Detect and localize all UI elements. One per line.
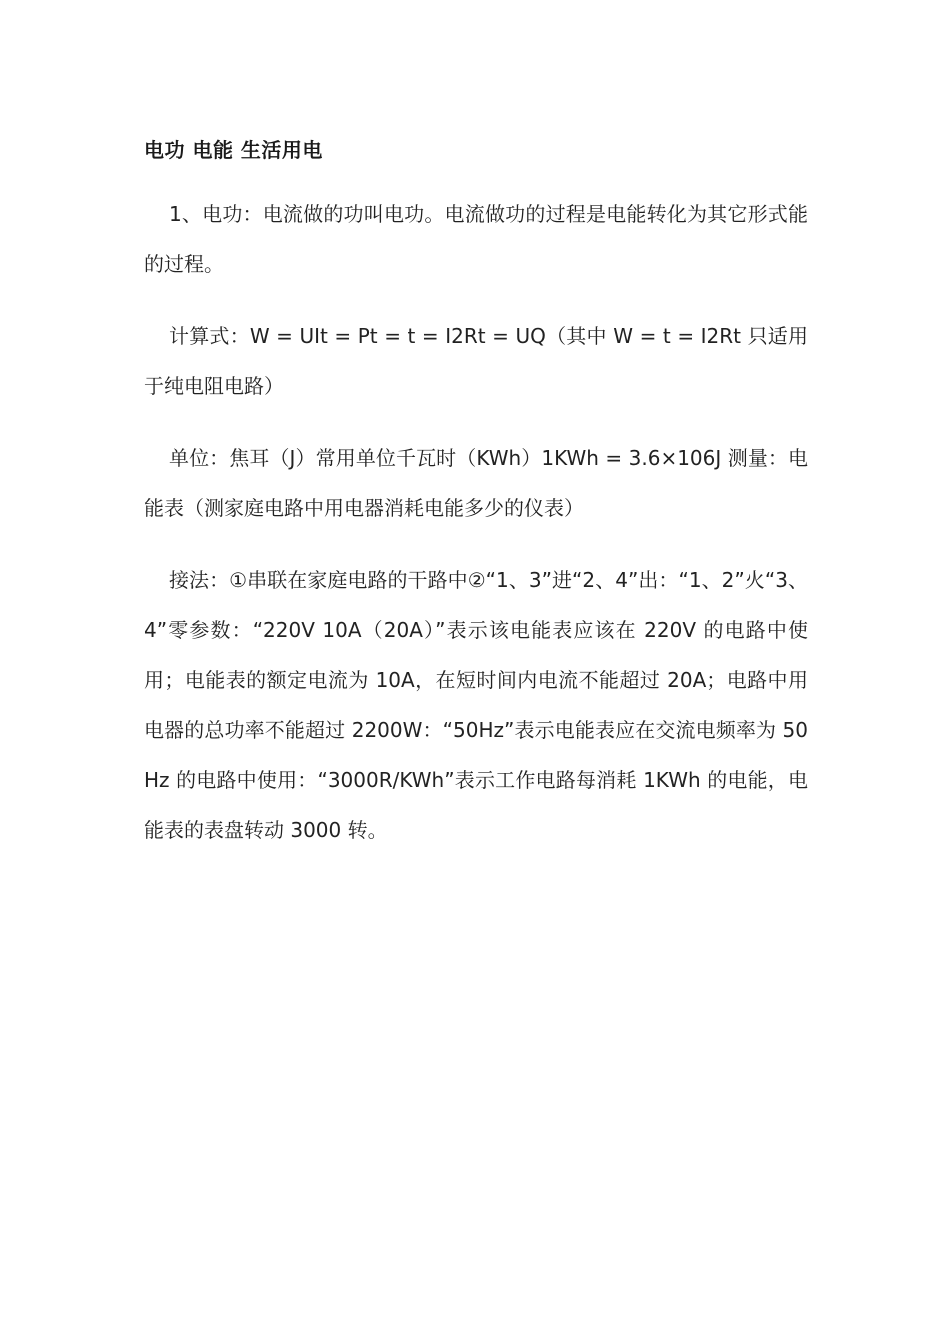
document-title: 电功 电能 生活用电 [144, 138, 323, 162]
paragraph-formula: 计算式：W = UIt = Pt = t = I2Rt = UQ（其中 W = t = I2Rt 只适用于纯电阻电路） [144, 324, 808, 398]
paragraph-electric-work: 1、电功：电流做的功叫电功。电流做功的过程是电能转化为其它形式能的过程。 [144, 202, 808, 276]
document-body [144, 133, 808, 855]
paragraph-wiring-parameters: 接法：①串联在家庭电路的干路中②“1、3”进“2、4”出：“1、2”火“3、4”零参数：“220V 10A（20A）”表示该电能表应该在 220V 的电路中使用；电能表的额定电流为 10A，在短时间内电流不能超过 20A；电路中用电器的总功率不能超过 2200W：“50Hz”表示电能表应在交流电频率为 50Hz 的电路中使用：“3000R/KWh”表示工作电路每消耗 1KWh 的电能，电能表的表盘转动 3000 转。 [144, 568, 808, 842]
paragraph-units: 单位：焦耳（J）常用单位千瓦时（KWh）1KWh = 3.6×106J 测量：电能表（测家庭电路中用电器消耗电能多少的仪表） [144, 446, 808, 520]
